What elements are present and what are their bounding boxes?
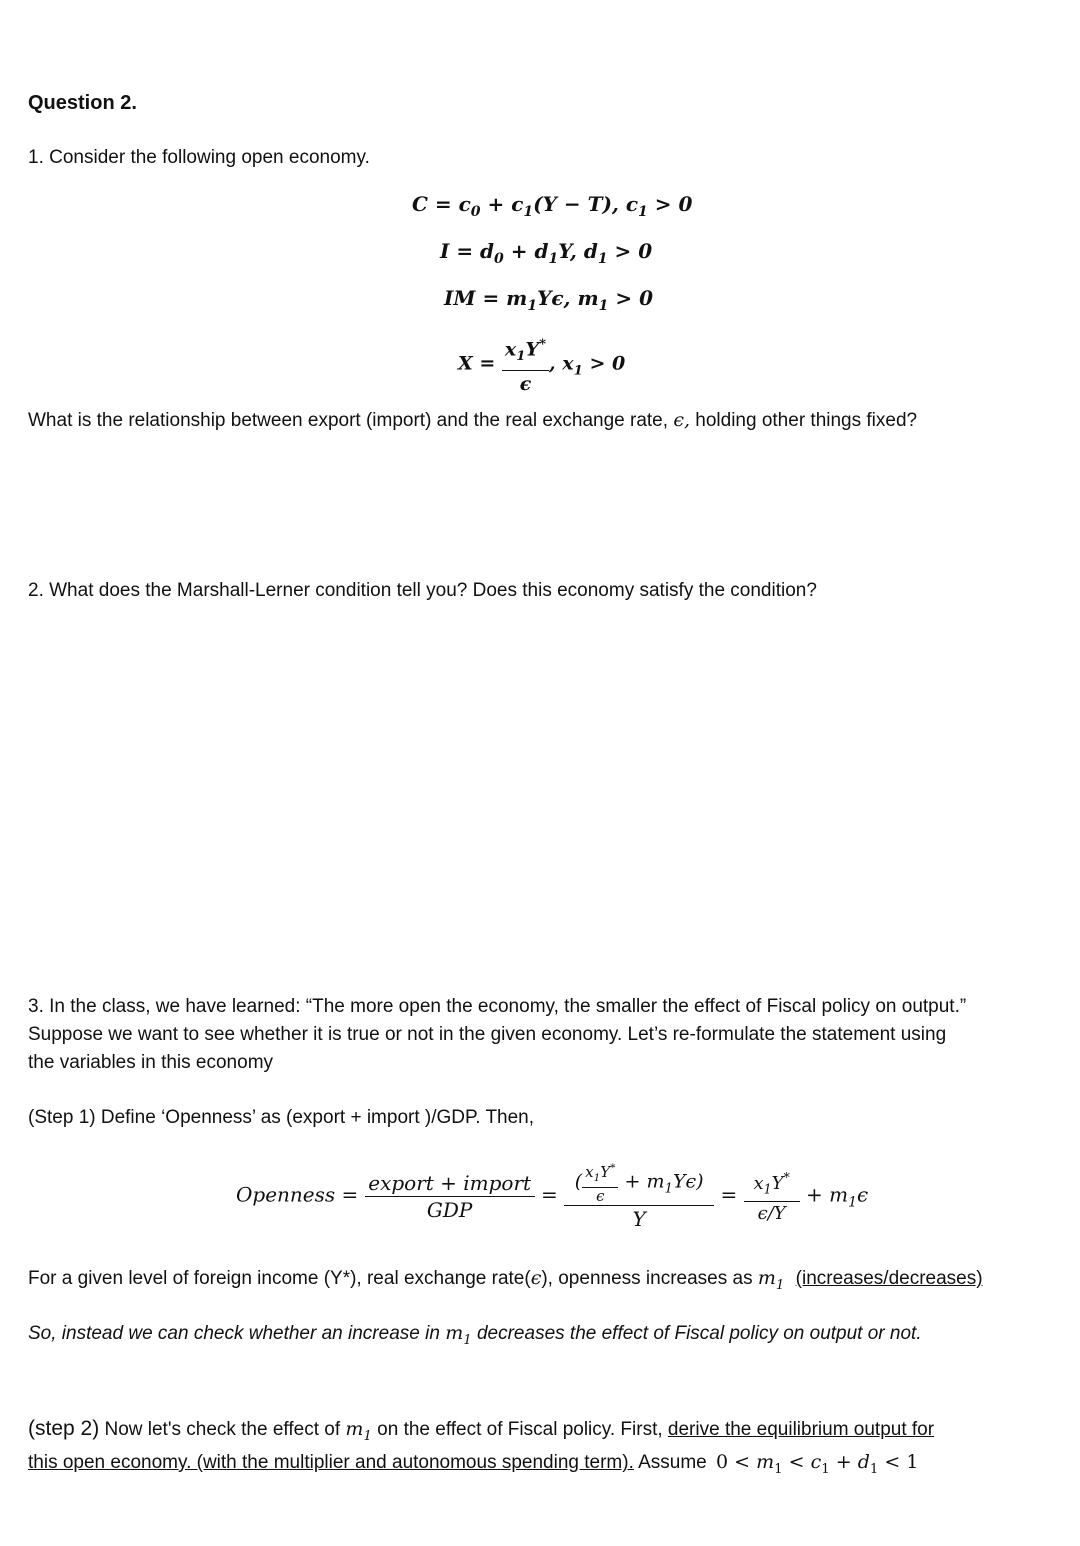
investment-equation: $I = d_0 + d_1Y$, $d_1 > 0$ — [440, 239, 653, 267]
step2-line2 — [28, 1448, 918, 1484]
q1-question-text: What is the relationship between export (import) and the real exchange rate, — [28, 410, 669, 431]
openness-label: Openness — [236, 1182, 336, 1207]
m1-symbol: $m_1$ — [445, 1322, 472, 1348]
openness-denominator: GDP — [426, 1197, 473, 1222]
epsilon-symbol: ϵ — [530, 1267, 542, 1289]
step2-underlined-2: this open economy. (with the multiplier and autonomous spending term). — [28, 1452, 634, 1473]
openness-text-mid: ), openness increases as — [541, 1268, 753, 1289]
step2-label: (step 2) — [28, 1417, 100, 1440]
import-equation: IM = $m_1Y\epsilon$, $m_1 > 0$ — [444, 286, 653, 314]
q1-intro: 1. Consider the following open economy. — [28, 147, 370, 168]
assume-label: Assume — [638, 1452, 707, 1473]
restatement — [28, 1319, 922, 1355]
epsilon-symbol: ϵ, — [673, 409, 690, 431]
step1-text: (Step 1) Define ‘Openness’ as (export + import )/GDP. Then, — [28, 1107, 535, 1128]
step2-line1 — [28, 1415, 934, 1451]
q1-question-tail: holding other things fixed? — [695, 410, 918, 431]
q3-line3: the variables in this economy — [28, 1052, 274, 1073]
consumption-equation: $C = c_0 + c_1(Y - T)$, $c_1 > 0$ — [412, 192, 693, 220]
openness-numerator: export + import — [365, 1170, 535, 1197]
openness-equation: Openness = $\frac{\text{export + import}}{\text{GDP}}$ = ( $\frac{x_1Y^*}{\epsilon}$ + $m_1Y\epsilon$) Y = $\frac{x_1Y^*}{\epsilon/Y}$ + $m_1\epsilon$ — [236, 1162, 869, 1231]
q3-line1: 3. In the class, we have learned: “The more open the economy, the smaller the effect of Fiscal policy on output.” — [28, 996, 967, 1017]
q1-question — [28, 406, 917, 435]
step2-text-b: on the effect of Fiscal policy. First, — [377, 1419, 663, 1440]
restatement-end: decreases the effect of Fiscal policy on output or not. — [476, 1323, 922, 1344]
step2-text-a: Now let's check the effect of — [104, 1419, 341, 1440]
q3-line2: Suppose we want to see whether it is true or not in the given economy. Let’s re-formulate the statement using — [28, 1024, 947, 1045]
openness-text-start: For a given level of foreign income (Y*), real exchange rate( — [28, 1268, 531, 1289]
m1-symbol: $m_1$ — [757, 1267, 785, 1293]
step2-underlined-1: derive the equilibrium output for — [667, 1419, 935, 1440]
openness-statement — [28, 1264, 983, 1300]
restatement-start: So, instead we can check whether an increase in — [28, 1323, 440, 1344]
q2-question: 2. What does the Marshall-Lerner condition tell you? Does this economy satisfy the condition? — [28, 580, 817, 601]
export-equation: X = $\frac{x_1Y^*}{\epsilon}$ , $x_1 > 0$ — [458, 332, 625, 397]
answer-choice: (increases/decreases) — [795, 1268, 983, 1289]
m1-symbol: $m_1$ — [345, 1418, 372, 1444]
assumption-inequality: $0 < m_1 < c_1 + d_1 < 1$ — [716, 1451, 919, 1477]
question-heading: Question 2. — [28, 92, 137, 114]
